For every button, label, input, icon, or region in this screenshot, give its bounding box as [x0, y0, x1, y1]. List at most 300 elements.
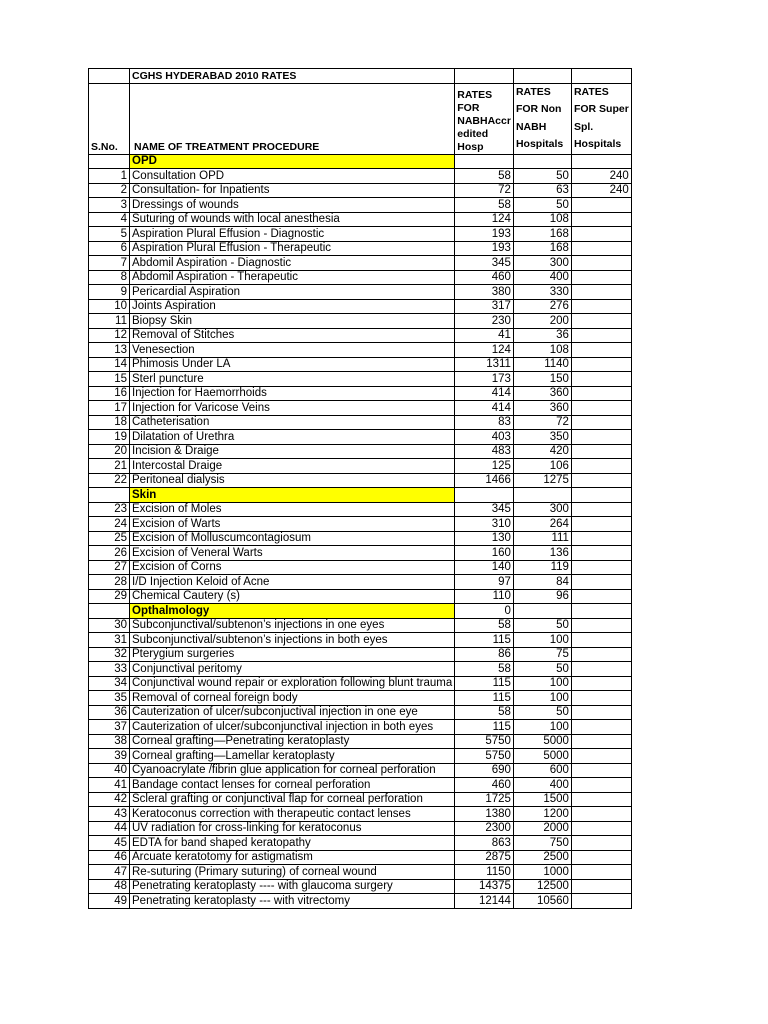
rate-nabh-cell: 5750: [455, 749, 514, 764]
rate-nabh-cell: 173: [455, 372, 514, 387]
rate-non-nabh-cell: 1000: [513, 865, 571, 880]
table-row: [89, 372, 632, 387]
rate-super-spl-cell: [571, 372, 631, 387]
table-row: [89, 328, 632, 343]
rate-nabh-cell: 58: [455, 169, 514, 184]
table-row: [89, 633, 632, 648]
rate-super-spl-cell: [571, 618, 631, 633]
serial-number-cell: 27: [89, 560, 130, 575]
rate-nabh-cell: 140: [455, 560, 514, 575]
serial-number-cell: 2: [89, 183, 130, 198]
rate-non-nabh-cell: 420: [513, 444, 571, 459]
serial-number-cell: 3: [89, 198, 130, 213]
rate-super-spl-cell: [571, 662, 631, 677]
table-row: [89, 836, 632, 851]
serial-number-cell: 46: [89, 850, 130, 865]
procedure-name-cell: Dressings of wounds: [130, 198, 455, 213]
serial-number-cell: 32: [89, 647, 130, 662]
header-line: NABH: [515, 120, 547, 133]
table-row: [89, 879, 632, 894]
header-line: FOR Super: [573, 103, 629, 115]
procedure-name-cell: Pericardial Aspiration: [130, 285, 455, 300]
blank-cell: [455, 69, 514, 84]
table-row: [89, 531, 632, 546]
table-row: [89, 618, 632, 633]
serial-number-cell: 14: [89, 357, 130, 372]
serial-number-cell: 31: [89, 633, 130, 648]
rate-nabh-cell: 58: [455, 618, 514, 633]
rate-super-spl-cell: [571, 386, 631, 401]
header-line: RATES: [573, 85, 609, 98]
rate-non-nabh-cell: 111: [513, 531, 571, 546]
procedure-name-cell: Sterl puncture: [130, 372, 455, 387]
rate-nabh-cell: 1311: [455, 357, 514, 372]
rate-super-spl-cell: [571, 734, 631, 749]
serial-number-cell: 23: [89, 502, 130, 517]
procedure-name-cell: Scleral grafting or conjunctival flap for corneal perforation: [130, 792, 455, 807]
procedure-name-cell: Excision of Molluscumcontagiosum: [130, 531, 455, 546]
header-line: NABHAccr: [457, 114, 511, 127]
rate-super-spl-cell: [571, 531, 631, 546]
rate-non-nabh-cell: 1140: [513, 357, 571, 372]
table-row: [89, 169, 632, 184]
rate-non-nabh-cell: [513, 154, 571, 169]
rate-nabh-cell: 380: [455, 285, 514, 300]
procedure-name-cell: Chemical Cautery (s): [130, 589, 455, 604]
procedure-name-cell: Dilatation of Urethra: [130, 430, 455, 445]
serial-number-cell: 8: [89, 270, 130, 285]
rate-super-spl-cell: [571, 314, 631, 329]
serial-number-cell: 5: [89, 227, 130, 242]
rate-super-spl-cell: [571, 763, 631, 778]
rate-super-spl-cell: [571, 517, 631, 532]
rate-super-spl-cell: [571, 270, 631, 285]
procedure-name-cell: Injection for Haemorrhoids: [130, 386, 455, 401]
rate-super-spl-cell: [571, 807, 631, 822]
header-name: NAME OF TREATMENT PROCEDURE: [130, 83, 455, 154]
header-line: edited: [457, 127, 489, 140]
procedure-name-cell: UV radiation for cross-linking for keratoconus: [130, 821, 455, 836]
procedure-name-cell: Bandage contact lenses for corneal perforation: [130, 778, 455, 793]
rate-non-nabh-cell: 36: [513, 328, 571, 343]
rate-super-spl-cell: [571, 792, 631, 807]
rate-nabh-cell: 414: [455, 401, 514, 416]
serial-number-cell: 9: [89, 285, 130, 300]
procedure-name-cell: Pterygium surgeries: [130, 647, 455, 662]
rate-non-nabh-cell: 1500: [513, 792, 571, 807]
serial-number-cell: 20: [89, 444, 130, 459]
table-row: [89, 343, 632, 358]
rate-super-spl-cell: [571, 198, 631, 213]
header-line: RATES: [515, 85, 551, 98]
serial-number-cell: 24: [89, 517, 130, 532]
serial-number-cell: 47: [89, 865, 130, 880]
procedure-name-cell: Aspiration Plural Effusion - Therapeutic: [130, 241, 455, 256]
procedure-name-cell: Excision of Moles: [130, 502, 455, 517]
procedure-name-cell: Phimosis Under LA: [130, 357, 455, 372]
table-row: [89, 589, 632, 604]
rate-super-spl-cell: [571, 705, 631, 720]
serial-number-cell: 22: [89, 473, 130, 488]
header-line: Hospitals: [515, 138, 564, 150]
rate-non-nabh-cell: 12500: [513, 879, 571, 894]
serial-number-cell: 40: [89, 763, 130, 778]
header-line: Hosp: [457, 140, 484, 153]
table-row: [89, 778, 632, 793]
rate-non-nabh-cell: 136: [513, 546, 571, 561]
rate-nabh-cell: 58: [455, 662, 514, 677]
header-line: RATES: [457, 88, 493, 101]
rate-non-nabh-cell: 50: [513, 618, 571, 633]
rate-non-nabh-cell: [513, 604, 571, 619]
procedure-name-cell: Consultation- for Inpatients: [130, 183, 455, 198]
table-row: [89, 212, 632, 227]
table-row: [89, 560, 632, 575]
table-row: [89, 473, 632, 488]
rate-non-nabh-cell: 400: [513, 270, 571, 285]
procedure-name-cell: Cauterization of ulcer/subconjuctival injection in one eye: [130, 705, 455, 720]
rate-non-nabh-cell: 75: [513, 647, 571, 662]
rate-non-nabh-cell: 50: [513, 662, 571, 677]
rate-non-nabh-cell: 72: [513, 415, 571, 430]
rate-non-nabh-cell: 50: [513, 705, 571, 720]
blank-cell: [89, 604, 130, 619]
rate-super-spl-cell: [571, 299, 631, 314]
rate-super-spl-cell: [571, 676, 631, 691]
table-row: [89, 502, 632, 517]
rate-non-nabh-cell: 276: [513, 299, 571, 314]
rate-super-spl-cell: [571, 343, 631, 358]
section-row: [89, 488, 632, 503]
rate-non-nabh-cell: 400: [513, 778, 571, 793]
rate-nabh-cell: 5750: [455, 734, 514, 749]
rate-nabh-cell: 125: [455, 459, 514, 474]
header-line: FOR: [457, 101, 480, 114]
rate-nabh-cell: 160: [455, 546, 514, 561]
section-label: Opthalmology: [130, 604, 455, 619]
rate-super-spl-cell: 240: [571, 169, 631, 184]
sheet-title: CGHS HYDERABAD 2010 RATES: [130, 69, 455, 84]
rate-super-spl-cell: [571, 720, 631, 735]
rate-nabh-cell: 14375: [455, 879, 514, 894]
procedure-name-cell: Penetrating keratoplasty ---- with glaucoma surgery: [130, 879, 455, 894]
rate-super-spl-cell: [571, 850, 631, 865]
rate-non-nabh-cell: 200: [513, 314, 571, 329]
procedure-name-cell: Peritoneal dialysis: [130, 473, 455, 488]
table-row: [89, 865, 632, 880]
header-sno: S.No.: [89, 83, 130, 154]
table-row: [89, 270, 632, 285]
procedure-name-cell: Keratoconus correction with therapeutic contact lenses: [130, 807, 455, 822]
table-row: [89, 386, 632, 401]
rate-non-nabh-cell: 168: [513, 241, 571, 256]
rate-nabh-cell: 83: [455, 415, 514, 430]
rate-super-spl-cell: [571, 894, 631, 909]
procedure-name-cell: Injection for Varicose Veins: [130, 401, 455, 416]
procedure-name-cell: Catheterisation: [130, 415, 455, 430]
table-row: [89, 850, 632, 865]
rate-nabh-cell: 193: [455, 241, 514, 256]
rate-non-nabh-cell: 360: [513, 386, 571, 401]
serial-number-cell: 19: [89, 430, 130, 445]
rate-super-spl-cell: [571, 227, 631, 242]
serial-number-cell: 10: [89, 299, 130, 314]
rate-super-spl-cell: [571, 778, 631, 793]
table-row: [89, 241, 632, 256]
procedure-name-cell: Excision of Corns: [130, 560, 455, 575]
table-row: [89, 676, 632, 691]
table-row: [89, 691, 632, 706]
rate-nabh-cell: 483: [455, 444, 514, 459]
rate-super-spl-cell: [571, 328, 631, 343]
procedure-name-cell: Intercostal Draige: [130, 459, 455, 474]
serial-number-cell: 33: [89, 662, 130, 677]
rate-non-nabh-cell: 10560: [513, 894, 571, 909]
table-row: [89, 575, 632, 590]
procedure-name-cell: Consultation OPD: [130, 169, 455, 184]
rate-nabh-cell: 414: [455, 386, 514, 401]
rate-super-spl-cell: [571, 154, 631, 169]
table-row: [89, 749, 632, 764]
rate-nabh-cell: 403: [455, 430, 514, 445]
section-row: [89, 604, 632, 619]
rate-nabh-cell: 1150: [455, 865, 514, 880]
rate-nabh-cell: 690: [455, 763, 514, 778]
header-rate-non-nabh: [513, 83, 571, 154]
rate-super-spl-cell: [571, 546, 631, 561]
procedure-name-cell: Penetrating keratoplasty --- with vitrectomy: [130, 894, 455, 909]
table-row: [89, 285, 632, 300]
rate-non-nabh-cell: 100: [513, 691, 571, 706]
rate-non-nabh-cell: 5000: [513, 734, 571, 749]
rate-super-spl-cell: [571, 401, 631, 416]
rate-super-spl-cell: [571, 256, 631, 271]
rate-nabh-cell: 460: [455, 270, 514, 285]
procedure-name-cell: Venesection: [130, 343, 455, 358]
rate-non-nabh-cell: 96: [513, 589, 571, 604]
rate-nabh-cell: 115: [455, 691, 514, 706]
serial-number-cell: 4: [89, 212, 130, 227]
serial-number-cell: 36: [89, 705, 130, 720]
header-rate-super-spl: [571, 83, 631, 154]
serial-number-cell: 25: [89, 531, 130, 546]
rates-table: [88, 68, 632, 909]
serial-number-cell: 18: [89, 415, 130, 430]
serial-number-cell: 6: [89, 241, 130, 256]
rate-super-spl-cell: [571, 647, 631, 662]
rate-nabh-cell: 0: [455, 604, 514, 619]
table-row: [89, 517, 632, 532]
rate-non-nabh-cell: 330: [513, 285, 571, 300]
serial-number-cell: 17: [89, 401, 130, 416]
rate-nabh-cell: 110: [455, 589, 514, 604]
serial-number-cell: 49: [89, 894, 130, 909]
rate-non-nabh-cell: 300: [513, 502, 571, 517]
serial-number-cell: 41: [89, 778, 130, 793]
table-row: [89, 459, 632, 474]
procedure-name-cell: Re-suturing (Primary suturing) of corneal wound: [130, 865, 455, 880]
rate-non-nabh-cell: 63: [513, 183, 571, 198]
procedure-name-cell: Removal of Stitches: [130, 328, 455, 343]
rate-nabh-cell: 2875: [455, 850, 514, 865]
table-row: [89, 807, 632, 822]
procedure-name-cell: Biopsy Skin: [130, 314, 455, 329]
rate-non-nabh-cell: 50: [513, 198, 571, 213]
procedure-name-cell: Conjunctival peritomy: [130, 662, 455, 677]
rate-nabh-cell: 115: [455, 676, 514, 691]
rate-non-nabh-cell: 84: [513, 575, 571, 590]
procedure-name-cell: Abdomil Aspiration - Diagnostic: [130, 256, 455, 271]
rate-non-nabh-cell: [513, 488, 571, 503]
table-row: [89, 227, 632, 242]
rate-super-spl-cell: [571, 821, 631, 836]
rate-non-nabh-cell: 100: [513, 633, 571, 648]
procedure-name-cell: Excision of Veneral Warts: [130, 546, 455, 561]
rate-non-nabh-cell: 350: [513, 430, 571, 445]
serial-number-cell: 29: [89, 589, 130, 604]
rate-non-nabh-cell: 108: [513, 212, 571, 227]
rate-super-spl-cell: [571, 415, 631, 430]
table-row: [89, 314, 632, 329]
rate-nabh-cell: 310: [455, 517, 514, 532]
rate-super-spl-cell: [571, 604, 631, 619]
header-rate-nabh: [455, 83, 514, 154]
serial-number-cell: 44: [89, 821, 130, 836]
rate-super-spl-cell: [571, 488, 631, 503]
blank-cell: [89, 154, 130, 169]
rate-non-nabh-cell: 168: [513, 227, 571, 242]
table-row: [89, 357, 632, 372]
rate-nabh-cell: 97: [455, 575, 514, 590]
serial-number-cell: 15: [89, 372, 130, 387]
rate-super-spl-cell: [571, 749, 631, 764]
blank-cell: [571, 69, 631, 84]
serial-number-cell: 11: [89, 314, 130, 329]
serial-number-cell: 28: [89, 575, 130, 590]
rate-super-spl-cell: [571, 444, 631, 459]
table-row: [89, 401, 632, 416]
procedure-name-cell: Incision & Draige: [130, 444, 455, 459]
rate-nabh-cell: [455, 488, 514, 503]
rate-super-spl-cell: [571, 459, 631, 474]
rate-nabh-cell: 460: [455, 778, 514, 793]
table-row: [89, 792, 632, 807]
procedure-name-cell: Corneal grafting—Penetrating keratoplasty: [130, 734, 455, 749]
procedure-name-cell: Subconjunctival/subtenon’s injections in one eyes: [130, 618, 455, 633]
procedure-name-cell: I/D Injection Keloid of Acne: [130, 575, 455, 590]
table-row: [89, 183, 632, 198]
rate-super-spl-cell: [571, 836, 631, 851]
serial-number-cell: 37: [89, 720, 130, 735]
table-row: [89, 763, 632, 778]
table-row: [89, 720, 632, 735]
procedure-name-cell: Suturing of wounds with local anesthesia: [130, 212, 455, 227]
serial-number-cell: 34: [89, 676, 130, 691]
procedure-name-cell: Excision of Warts: [130, 517, 455, 532]
rate-nabh-cell: 1466: [455, 473, 514, 488]
serial-number-cell: 48: [89, 879, 130, 894]
procedure-name-cell: Abdomil Aspiration - Therapeutic: [130, 270, 455, 285]
header-row: [89, 83, 632, 154]
rate-nabh-cell: [455, 154, 514, 169]
serial-number-cell: 13: [89, 343, 130, 358]
rate-non-nabh-cell: 150: [513, 372, 571, 387]
rate-nabh-cell: 193: [455, 227, 514, 242]
rate-nabh-cell: 1380: [455, 807, 514, 822]
rate-nabh-cell: 41: [455, 328, 514, 343]
serial-number-cell: 45: [89, 836, 130, 851]
rate-non-nabh-cell: 264: [513, 517, 571, 532]
rate-super-spl-cell: [571, 241, 631, 256]
procedure-name-cell: Cyanoacrylate /fibrin glue application for corneal perforation: [130, 763, 455, 778]
rate-non-nabh-cell: 5000: [513, 749, 571, 764]
rate-non-nabh-cell: 750: [513, 836, 571, 851]
rate-nabh-cell: 345: [455, 502, 514, 517]
procedure-name-cell: Joints Aspiration: [130, 299, 455, 314]
rate-super-spl-cell: [571, 691, 631, 706]
rate-non-nabh-cell: 50: [513, 169, 571, 184]
procedure-name-cell: EDTA for band shaped keratopathy: [130, 836, 455, 851]
rate-nabh-cell: 86: [455, 647, 514, 662]
procedure-name-cell: Arcuate keratotomy for astigmatism: [130, 850, 455, 865]
rate-nabh-cell: 863: [455, 836, 514, 851]
rate-super-spl-cell: 240: [571, 183, 631, 198]
procedure-name-cell: Conjunctival wound repair or exploration following blunt trauma: [130, 676, 455, 691]
rate-non-nabh-cell: 360: [513, 401, 571, 416]
rate-super-spl-cell: [571, 633, 631, 648]
rate-super-spl-cell: [571, 575, 631, 590]
table-row: [89, 415, 632, 430]
rate-non-nabh-cell: 1200: [513, 807, 571, 822]
table-row: [89, 821, 632, 836]
rate-non-nabh-cell: 119: [513, 560, 571, 575]
rate-nabh-cell: 345: [455, 256, 514, 271]
rates-table-body: [89, 69, 632, 909]
table-row: [89, 430, 632, 445]
serial-number-cell: 1: [89, 169, 130, 184]
rate-non-nabh-cell: 2500: [513, 850, 571, 865]
table-row: [89, 662, 632, 677]
serial-number-cell: 39: [89, 749, 130, 764]
rate-nabh-cell: 124: [455, 343, 514, 358]
rate-super-spl-cell: [571, 430, 631, 445]
title-row: [89, 69, 632, 84]
header-line: Hospitals: [573, 138, 622, 150]
rate-super-spl-cell: [571, 865, 631, 880]
table-row: [89, 198, 632, 213]
serial-number-cell: 35: [89, 691, 130, 706]
rate-nabh-cell: 58: [455, 198, 514, 213]
serial-number-cell: 7: [89, 256, 130, 271]
table-row: [89, 894, 632, 909]
blank-cell: [89, 488, 130, 503]
rate-nabh-cell: 12144: [455, 894, 514, 909]
blank-cell: [513, 69, 571, 84]
serial-number-cell: 16: [89, 386, 130, 401]
table-row: [89, 256, 632, 271]
rate-nabh-cell: 2300: [455, 821, 514, 836]
serial-number-cell: 26: [89, 546, 130, 561]
rate-non-nabh-cell: 2000: [513, 821, 571, 836]
rate-non-nabh-cell: 1275: [513, 473, 571, 488]
rate-nabh-cell: 72: [455, 183, 514, 198]
table-row: [89, 299, 632, 314]
serial-number-cell: 38: [89, 734, 130, 749]
rate-super-spl-cell: [571, 473, 631, 488]
table-row: [89, 444, 632, 459]
rate-nabh-cell: 317: [455, 299, 514, 314]
rate-nabh-cell: 124: [455, 212, 514, 227]
